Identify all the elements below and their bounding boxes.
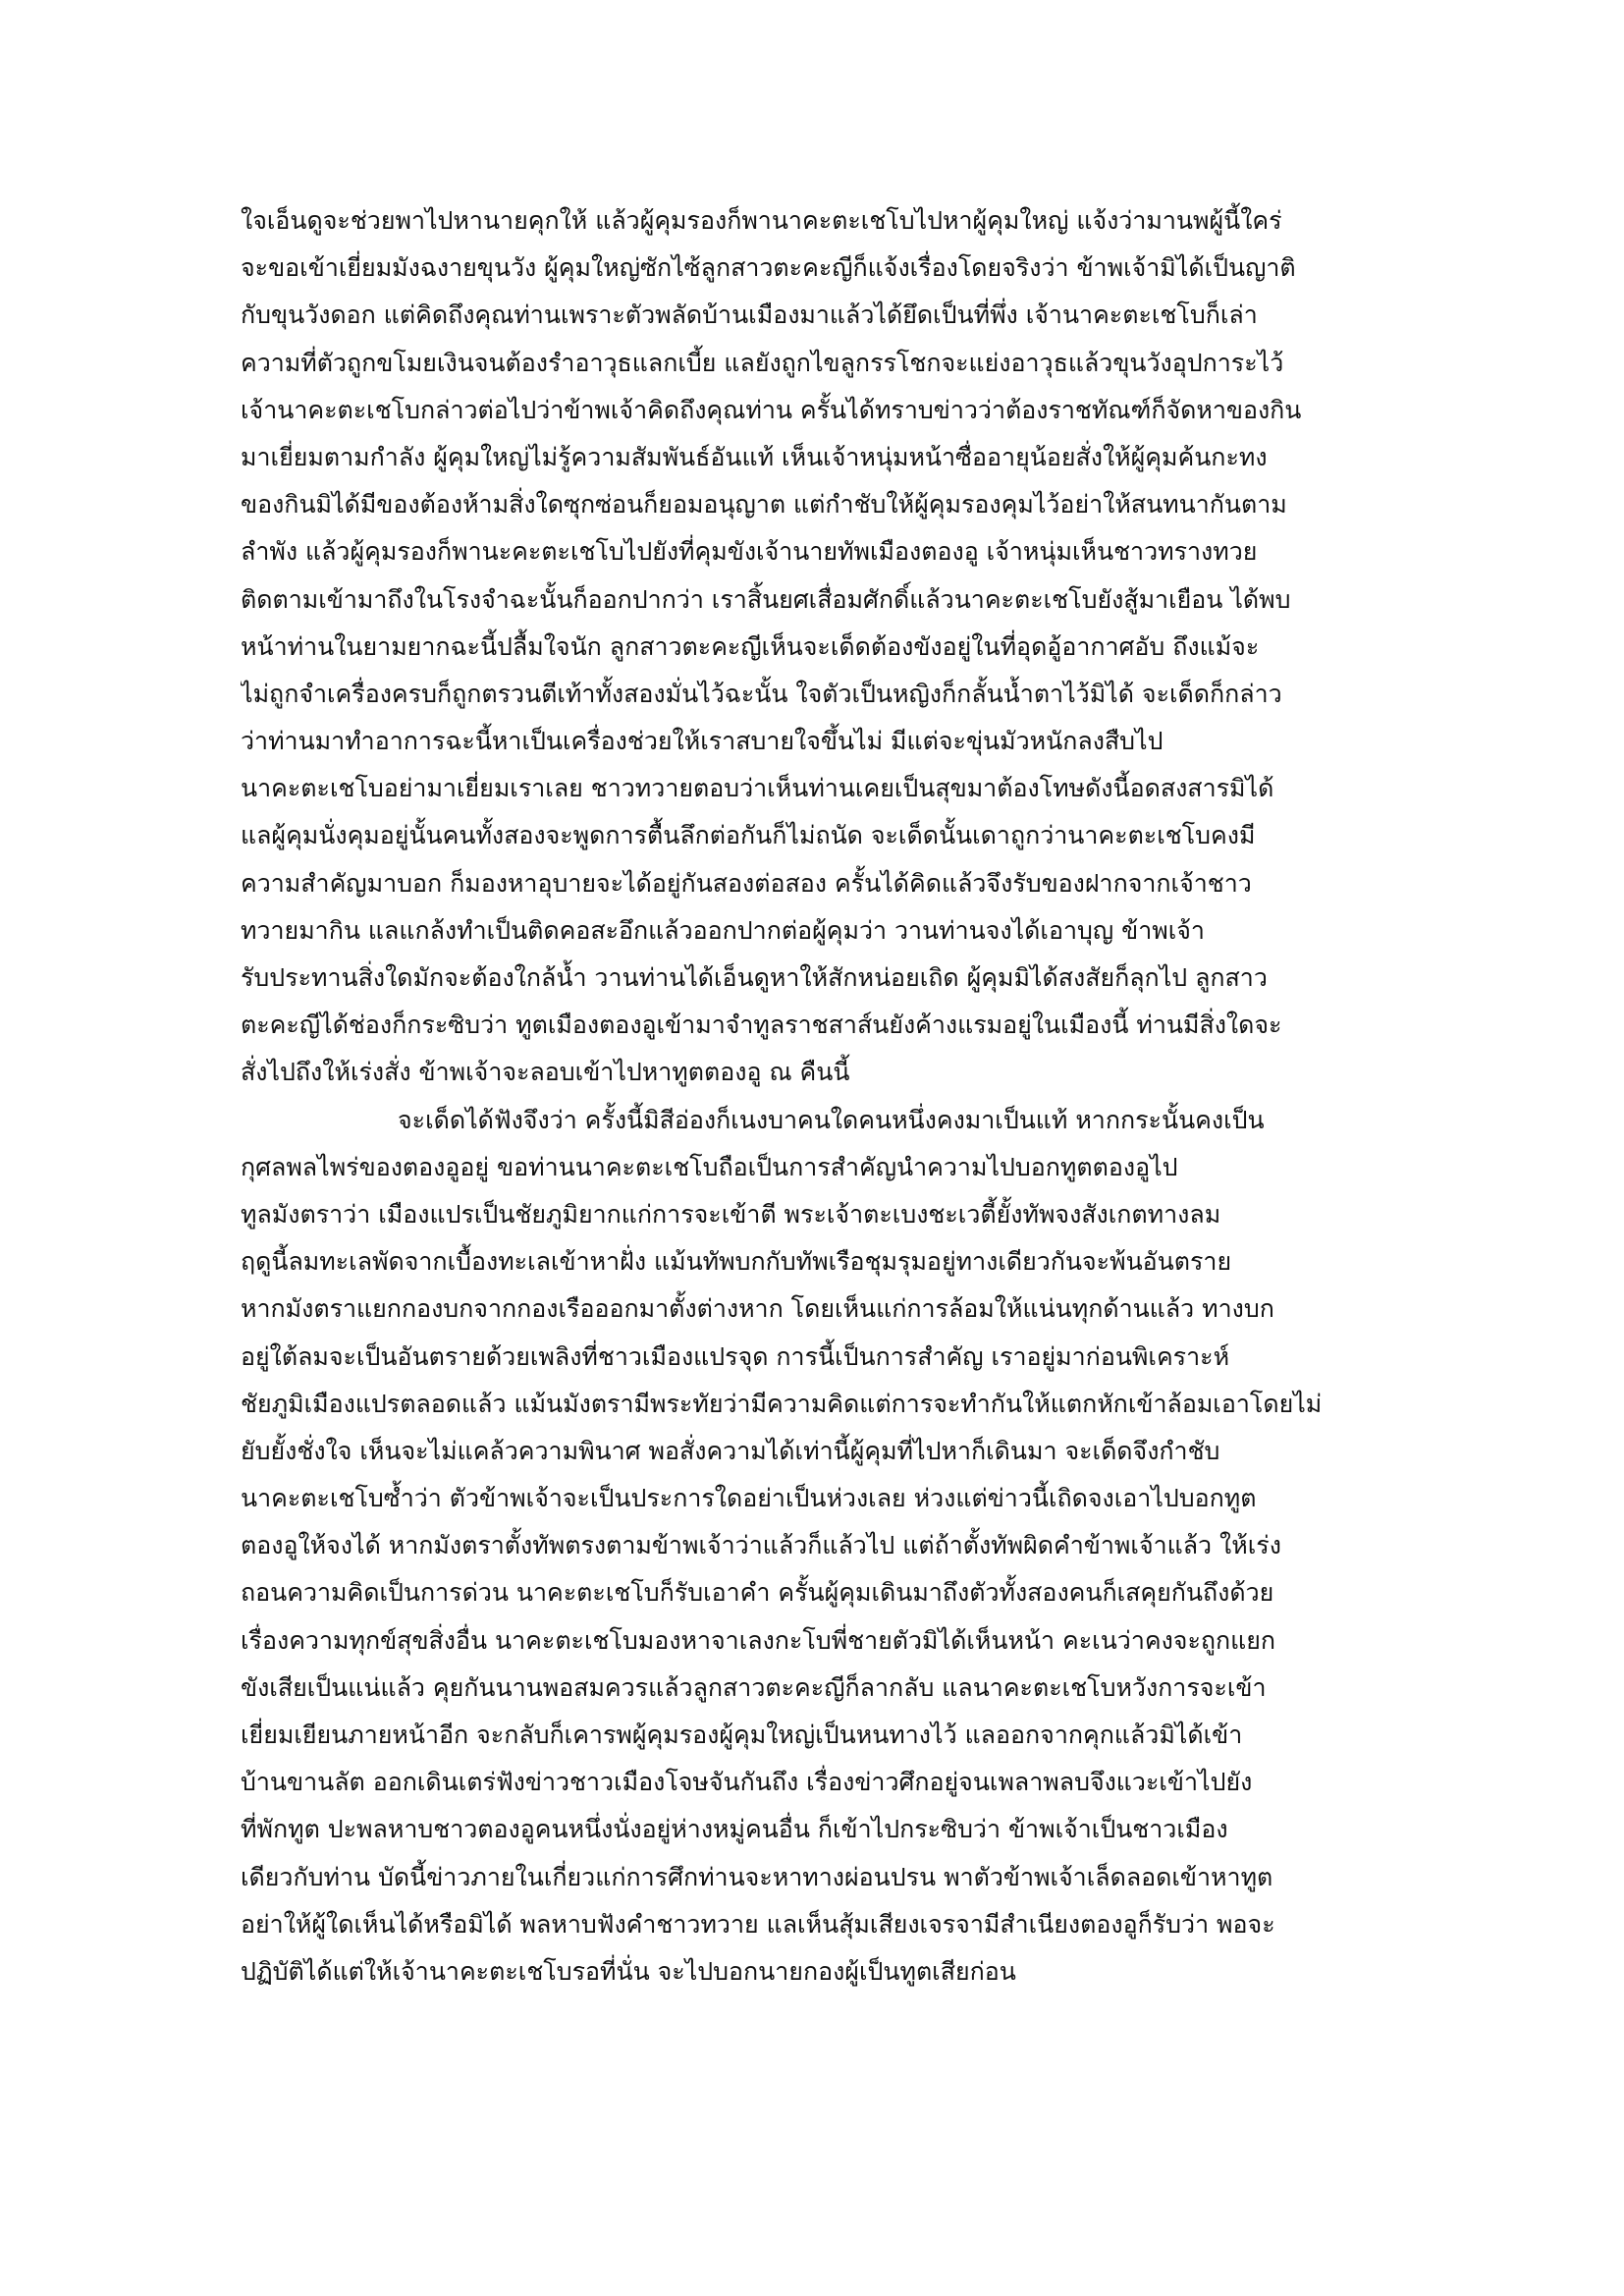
text-line: กุศลพลไพร่ของตองอูอยู่ ขอท่านนาคะตะเชโบถือเป็นการสำคัญนำความไปบอกทูตตองอูไป [241, 1152, 1178, 1181]
text-line: สั่งไปถึงให้เร่งสั่ง ข้าพเจ้าจะลอบเข้าไปหาทูตตองอู ณ คืนนี้ [241, 1058, 850, 1087]
text-line: ติดตามเข้ามาถึงในโรงจำฉะนั้นก็ออกปากว่า เราสิ้นยศเสื่อมศักดิ์แล้วนาคะตะเชโบยังสู้มาเยือน ได้พบ [241, 584, 1291, 614]
text-line: กับขุนวังดอก แต่คิดถึงคุณท่านเพราะตัวพลัดบ้านเมืองมาแล้วได้ยึดเป็นที่พึ่ง เจ้านาคะตะเชโบก็เล่า [241, 301, 1258, 330]
text-line: ของกินมิได้มีของต้องห้ามสิ่งใดซุกซ่อนก็ยอมอนุญาต แต่กำชับให้ผู้คุมรองคุมไว้อย่าให้สนทนากันตาม [241, 490, 1287, 519]
text-line: ทูลมังตราว่า เมืองแปรเป็นชัยภูมิยากแก่การจะเข้าตี พระเจ้าตะเบงชะเวตี้ยั้งทัพจงสังเกตทางลม [241, 1199, 1221, 1229]
text-line: นาคะตะเชโบซ้ำว่า ตัวข้าพเจ้าจะเป็นประการใดอย่าเป็นห่วงเลย ห่วงแต่ข่าวนี้เถิดจงเอาไปบอกทูต [241, 1484, 1257, 1513]
text-line: ปฏิบัติได้แต่ให้เจ้านาคะตะเชโบรอที่นั่น จะไปบอกนายกองผู้เป็นทูตเสียก่อน [241, 1956, 1016, 1986]
text-line: อยู่ใต้ลมจะเป็นอันตรายด้วยเพลิงที่ชาวเมืองแปรจุด การนี้เป็นการสำคัญ เราอยู่มาก่อนพิเคราะห์ [241, 1341, 1230, 1371]
text-line: ยับยั้งชั่งใจ เห็นจะไม่แคล้วความพินาศ พอสั่งความได้เท่านี้ผู้คุมที่ไปหาก็เดินมา จะเด็ดจึงกำชับ [241, 1436, 1220, 1465]
text-line: เรื่องความทุกข์สุขสิ่งอื่น นาคะตะเชโบมองหาจาเลงกะโบพี่ชายตัวมิได้เห็นหน้า คะเนว่าคงจะถูกแยก [241, 1625, 1276, 1655]
text-line: ลำพัง แล้วผู้คุมรองก็พานะคะตะเชโบไปยังที่คุมขังเจ้านายทัพเมืองตองอู เจ้าหนุ่มเห็นชาวทรางทวย [241, 537, 1258, 567]
text-line: ฤดูนี้ลมทะเลพัดจากเบื้องทะเลเข้าหาฝั่ง แม้นทัพบกกับทัพเรือชุมรุมอยู่ทางเดียวกันจะพ้นอันตราย [241, 1247, 1232, 1277]
text-line: เจ้านาคะตะเชโบกล่าวต่อไปว่าข้าพเจ้าคิดถึงคุณท่าน ครั้นได้ทราบข่าวว่าต้องราชทัณฑ์ก็จัดหาของกิน [241, 395, 1302, 424]
text-line: อย่าให้ผู้ใดเห็นได้หรือมิได้ พลหาบฟังคำชาวทวาย แลเห็นสุ้มเสียงเจรจามีสำเนียงตองอูก็รับว่า พอจะ [241, 1909, 1275, 1939]
text-line: รับประทานสิ่งใดมักจะต้องใกล้น้ำ วานท่านได้เอ็นดูหาให้สักหน่อยเถิด ผู้คุมมิได้สงสัยก็ลุกไป ลูกสาว [241, 963, 1268, 992]
text-line: มาเยี่ยมตามกำลัง ผู้คุมใหญ่ไม่รู้ความสัมพันธ์อันแท้ เห็นเจ้าหนุ่มหน้าซื่ออายุน้อยสั่งให้ผู้คุมค้นกะทง [241, 442, 1268, 471]
text-line: ทวายมากิน แลแกล้งทำเป็นติดคอสะอึกแล้วออกปากต่อผู้คุมว่า วานท่านจงได้เอาบุญ ข้าพเจ้า [241, 915, 1205, 945]
text-line: ตองอูให้จงได้ หากมังตราตั้งทัพตรงตามข้าพเจ้าว่าแล้วก็แล้วไป แต่ถ้าตั้งทัพผิดคำข้าพเจ้าแล้ว ให้เร่ง [241, 1531, 1281, 1560]
text-line: ที่พักทูต ปะพลหาบชาวตองอูคนหนึ่งนั่งอยู่ห่างหมู่คนอื่น ก็เข้าไปกระซิบว่า ข้าพเจ้าเป็นชาวเมือง [241, 1815, 1228, 1844]
body-text [241, 197, 1409, 1995]
text-line: ไม่ถูกจำเครื่องครบก็ถูกตรวนตีเท้าทั้งสองมั่นไว้ฉะนั้น ใจตัวเป็นหญิงก็กลั้นน้ำตาไว้มิได้ จะเด็ดก็กล่าว [241, 679, 1282, 708]
text-line: ขังเสียเป็นแน่แล้ว คุยกันนานพอสมควรแล้วลูกสาวตะคะญีก็ลากลับ แลนาคะตะเชโบหวังการจะเข้า [241, 1672, 1267, 1702]
text-line: เยี่ยมเยียนภายหน้าอีก จะกลับก็เคารพผู้คุมรองผู้คุมใหญ่เป็นหนทางไว้ แลออกจากคุกแล้วมิได้เข้า [241, 1721, 1243, 1749]
text-line: จะขอเข้าเยี่ยมมังฉงายขุนวัง ผู้คุมใหญ่ซักไซ้ลูกสาวตะคะญีก็แจ้งเรื่องโดยจริงว่า ข้าพเจ้ามิได้เป็นญาติ [241, 253, 1296, 283]
text-line: ตะคะญีได้ช่องก็กระซิบว่า ทูตเมืองตองอูเข้ามาจำทูลราชสาส์นยังค้างแรมอยู่ในเมืองนี้ ท่านมีสิ่งใดจะ [241, 1011, 1282, 1040]
text-line: ถอนความคิดเป็นการด่วน นาคะตะเชโบก็รับเอาคำ ครั้นผู้คุมเดินมาถึงตัวทั้งสองคนก็เสคุยกันถึงด้วย [241, 1578, 1274, 1608]
paragraph-first-line: จะเด็ดได้ฟังจึงว่า ครั้งนี้มิสีอ่องก็เนงบาคนใดคนหนึ่งคงมาเป็นแท้ หากกระนั้นคงเป็น [398, 1105, 1265, 1134]
text-line: เดียวกับท่าน บัดนี้ข่าวภายในเกี่ยวแก่การศึกท่านจะหาทางผ่อนปรน พาตัวข้าพเจ้าเล็ดลอดเข้าหาทูต [241, 1862, 1273, 1891]
text-line: ว่าท่านมาทำอาการฉะนี้หาเป็นเครื่องช่วยให้เราสบายใจขึ้นไม่ มีแต่จะขุ่นมัวหนักลงสืบไป [241, 727, 1164, 756]
text-line: นาคะตะเชโบอย่ามาเยี่ยมเราเลย ชาวทวายตอบว่าเห็นท่านเคยเป็นสุขมาต้องโทษดังนี้อดสงสารมิได้ [241, 774, 1274, 803]
text-line: ใจเอ็นดูจะช่วยพาไปหานายคุกให้ แล้วผู้คุมรองก็พานาคะตะเชโบไปหาผู้คุมใหญ่ แจ้งว่ามานพผู้นี้ใคร่ [241, 206, 1282, 235]
text-line: หากมังตราแยกกองบกจากกองเรือออกมาตั้งต่างหาก โดยเห็นแก่การล้อมให้แน่นทุกด้านแล้ว ทางบก [241, 1294, 1274, 1324]
text-line: บ้านขานลัต ออกเดินเตร่ฟังข่าวชาวเมืองโจษจันกันถึง เรื่องข่าวศึกอยู่จนเพลาพลบจึงแวะเข้าไปยัง [241, 1768, 1253, 1797]
text-line: แลผู้คุมนั่งคุมอยู่นั้นคนทั้งสองจะพูดการตื้นลึกต่อกันก็ไม่ถนัด จะเด็ดนั้นเดาถูกว่านาคะตะเชโบคงมี [241, 821, 1256, 850]
text-line: ความที่ตัวถูกขโมยเงินจนต้องรำอาวุธแลกเบี้ย แลยังถูกไขลูกรรโชกจะแย่งอาวุธแล้วขุนวังอุปการะไว้ [241, 348, 1284, 377]
text-line: หน้าท่านในยามยากฉะนี้ปลื้มใจนัก ลูกสาวตะคะญีเห็นจะเด็ดต้องขังอยู่ในที่อุดอู้อากาศอับ ถึงแม้จะ [241, 631, 1260, 661]
text-line: ชัยภูมิเมืองแปรตลอดแล้ว แม้นมังตรามีพระทัยว่ามีความคิดแต่การจะทำกันให้แตกหักเข้าล้อมเอาโดยไม่ [241, 1389, 1323, 1418]
text-line: ความสำคัญมาบอก ก็มองหาอุบายจะได้อยู่กันสองต่อสอง ครั้นได้คิดแล้วจึงรับของฝากจากเจ้าชาว [241, 868, 1252, 898]
